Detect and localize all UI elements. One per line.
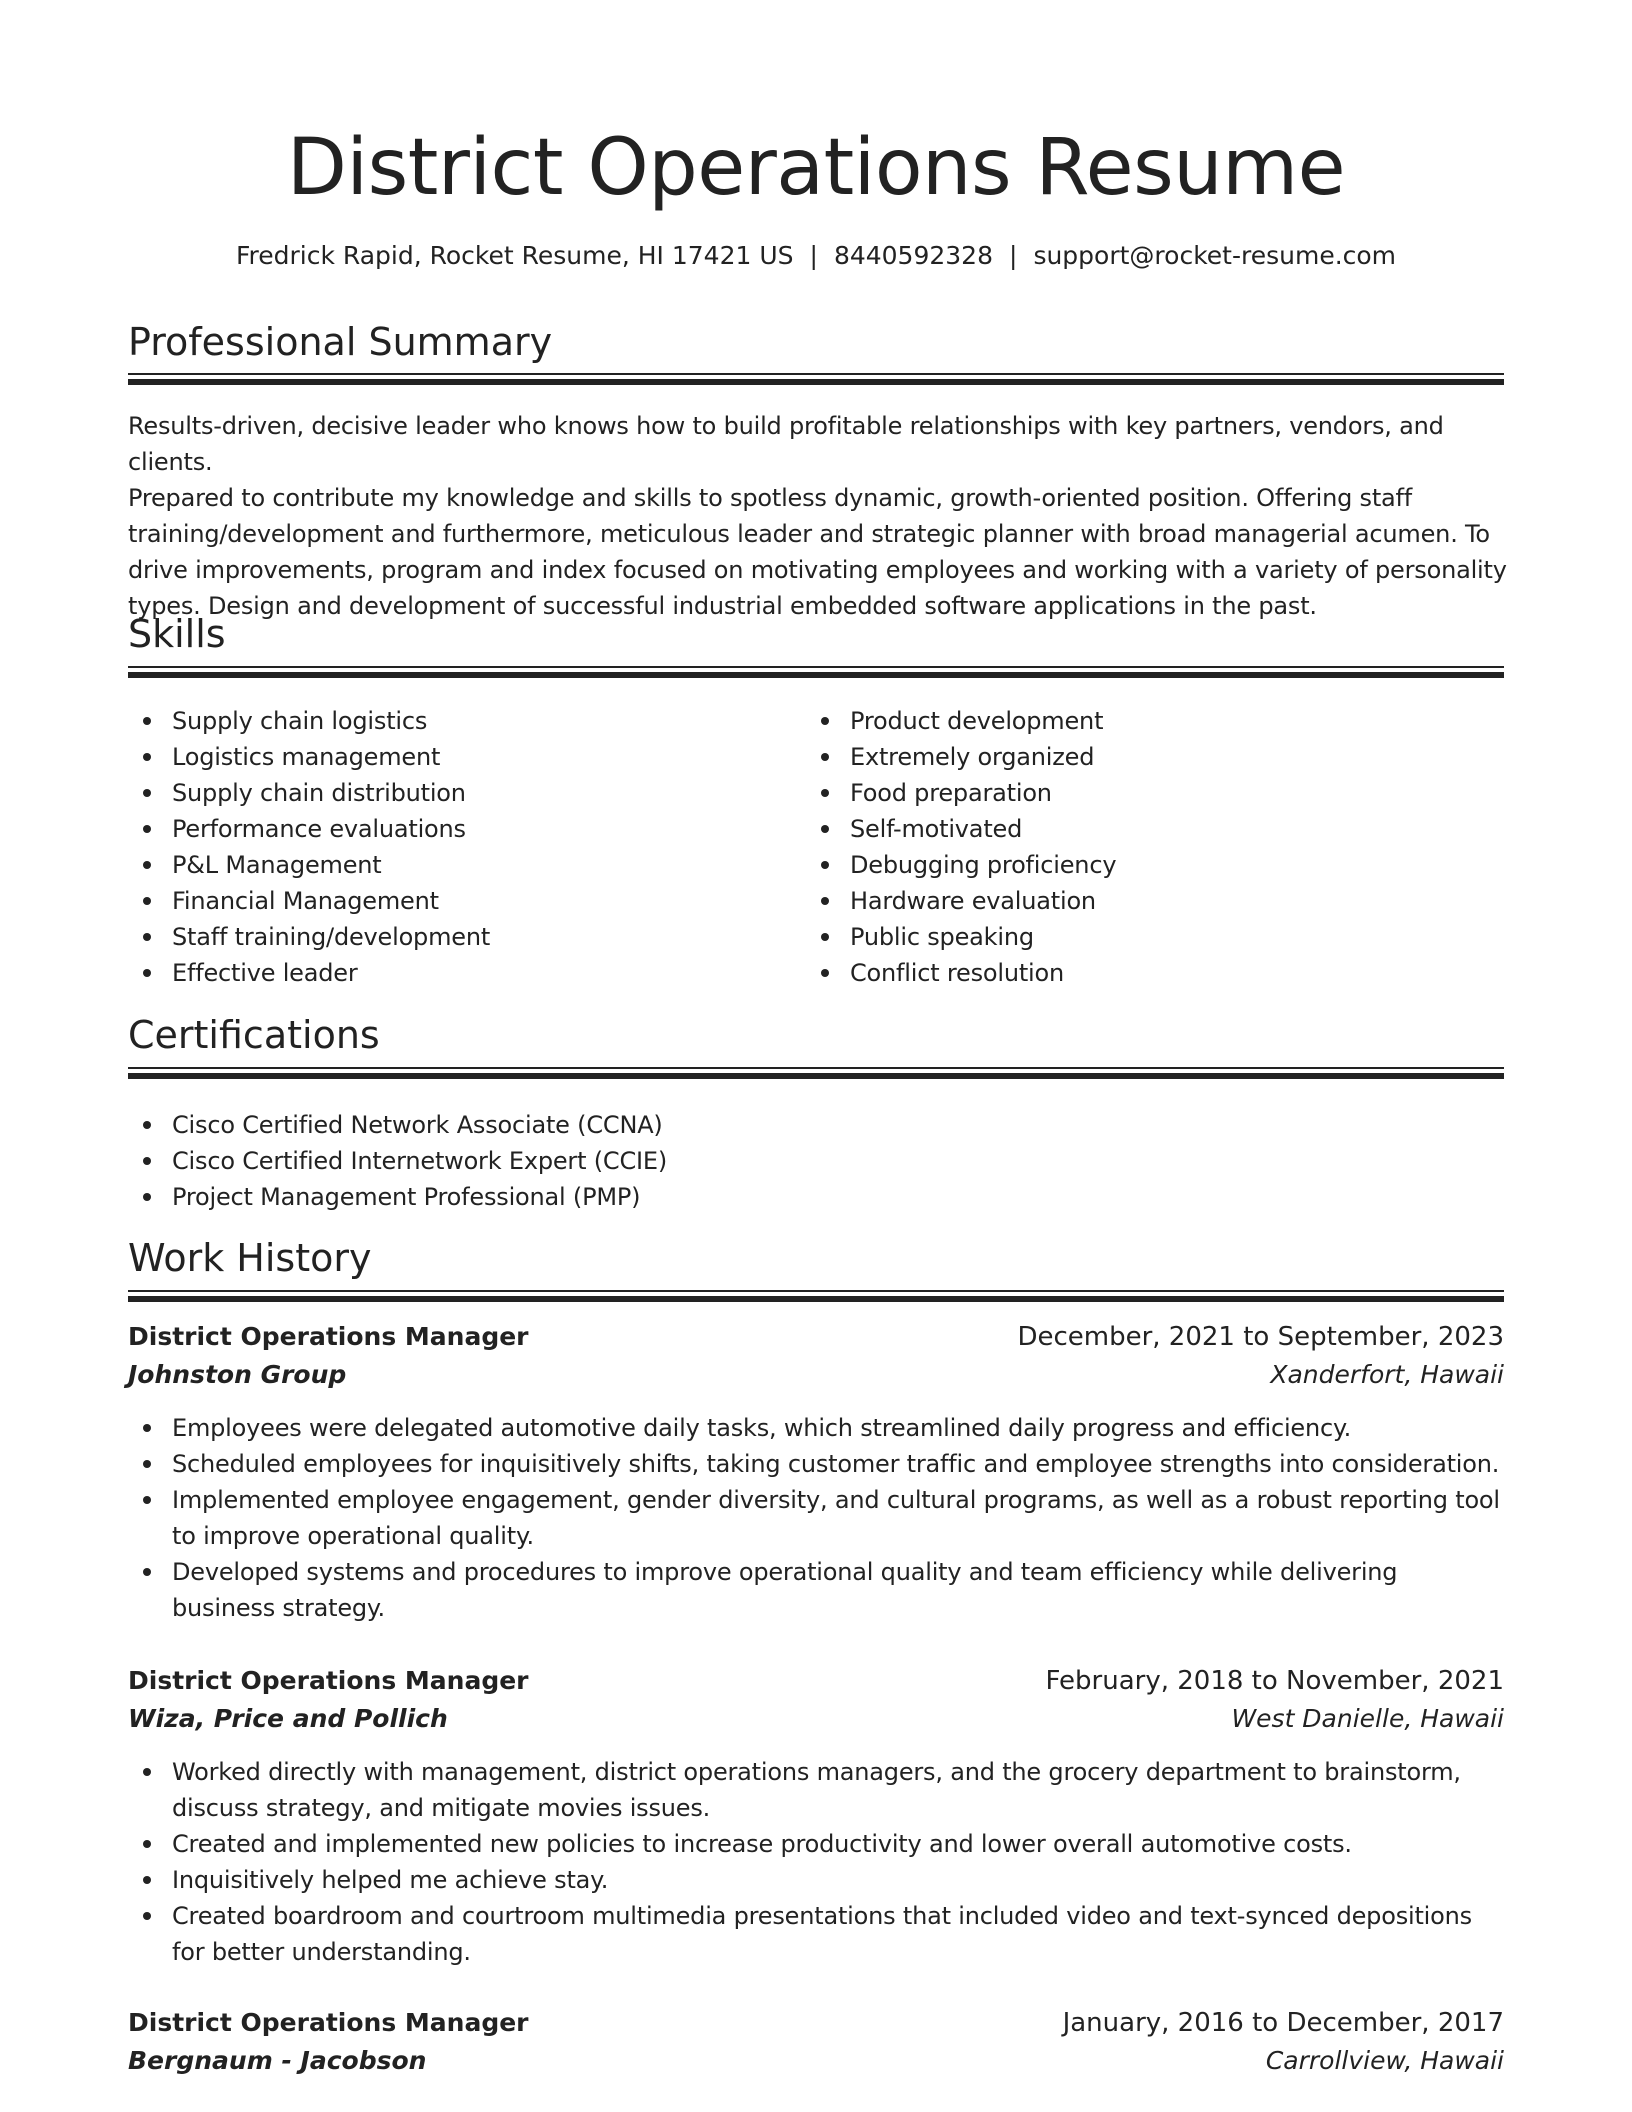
job-header: [128, 2004, 1504, 2082]
skills-divider: [128, 666, 1504, 679]
summary-line: drive improvements, program and index focused on motivating employees and working with a variety of personality: [128, 556, 1507, 584]
contact-email[interactable]: support@rocket-resume.com: [1033, 241, 1397, 270]
certification-item: Project Management Professional (PMP): [128, 1179, 1504, 1215]
job-company: Johnston Group: [128, 1360, 347, 1389]
skill-item: Hardware evaluation: [806, 883, 1466, 919]
summary-text: [128, 408, 1518, 624]
job-header: [128, 1318, 1504, 1396]
job-bullet-list: [128, 1754, 1504, 1970]
skill-item: Financial Management: [128, 883, 788, 919]
summary-divider: [128, 373, 1504, 386]
job-title: District Operations Manager: [128, 2008, 529, 2037]
job-bullet: Implemented employee engagement, gender diversity, and cultural programs, as well as a robust reporting tool to improve operational quality.: [128, 1482, 1504, 1554]
contact-phone[interactable]: 8440592328: [833, 241, 993, 270]
skill-item: Supply chain logistics: [128, 703, 788, 739]
work-history-divider: [128, 1290, 1504, 1303]
certification-item: Cisco Certified Internetwork Expert (CCIE): [128, 1143, 1504, 1179]
job-title: District Operations Manager: [128, 1666, 529, 1695]
job-bullet: Scheduled employees for inquisitively shifts, taking customer traffic and employee strengths into consideration.: [128, 1446, 1504, 1482]
job-dates: December, 2021 to September, 2023: [1017, 1322, 1504, 1352]
summary-heading: Professional Summary: [128, 320, 553, 364]
job-bullet: Created and implemented new policies to increase productivity and lower overall automotive costs.: [128, 1826, 1504, 1862]
skill-item: Conflict resolution: [806, 955, 1466, 991]
skill-item: Logistics management: [128, 739, 788, 775]
summary-line: types. Design and development of successful industrial embedded software applications in the past.: [128, 592, 1317, 620]
job-company: Wiza, Price and Pollich: [128, 1704, 448, 1733]
skill-item: Food preparation: [806, 775, 1466, 811]
job-location: Xanderfort, Hawaii: [1270, 1360, 1504, 1389]
skill-item: Self-motivated: [806, 811, 1466, 847]
summary-line: Results-driven, decisive leader who knows how to build profitable relationships with key partners, vendors, and clients.: [128, 412, 1444, 476]
skills-list-right: [806, 703, 1466, 991]
contact-address: Fredrick Rapid, Rocket Resume, HI 17421 US: [235, 241, 794, 270]
skill-item: P&L Management: [128, 847, 788, 883]
contact-line: [128, 238, 1504, 274]
resume-title: District Operations Resume: [286, 123, 1346, 213]
skill-item: Product development: [806, 703, 1466, 739]
skill-item: Extremely organized: [806, 739, 1466, 775]
job-bullet: Developed systems and procedures to improve operational quality and team efficiency while delivering business strategy.: [128, 1554, 1504, 1626]
job-bullet-list: [128, 1410, 1504, 1626]
summary-line: training/development and furthermore, meticulous leader and strategic planner with broad managerial acumen. To: [128, 520, 1490, 548]
job-location: West Danielle, Hawaii: [1231, 1704, 1504, 1733]
skill-item: Public speaking: [806, 919, 1466, 955]
contact-separator: |: [1009, 241, 1018, 270]
skills-heading: Skills: [128, 612, 226, 656]
certifications-list: [128, 1107, 1504, 1215]
job-bullet: Worked directly with management, district operations managers, and the grocery department to brainstorm, discuss strategy, and mitigate movies issues.: [128, 1754, 1504, 1826]
skill-item: Staff training/development: [128, 919, 788, 955]
job-location: Carrollview, Hawaii: [1265, 2046, 1504, 2075]
certifications-divider: [128, 1067, 1504, 1080]
skill-item: Performance evaluations: [128, 811, 788, 847]
certifications-heading: Certifications: [128, 1013, 380, 1057]
job-dates: January, 2016 to December, 2017: [1062, 2008, 1504, 2038]
job-bullet: Inquisitively helped me achieve stay.: [128, 1862, 1504, 1898]
skill-item: Supply chain distribution: [128, 775, 788, 811]
skills-list-left: [128, 703, 788, 991]
job-company: Bergnaum - Jacobson: [128, 2046, 427, 2075]
job-header: [128, 1662, 1504, 1740]
summary-line: Prepared to contribute my knowledge and skills to spotless dynamic, growth-oriented position. Offering staff: [128, 484, 1413, 512]
skill-item: Debugging proficiency: [806, 847, 1466, 883]
work-history-heading: Work History: [128, 1236, 372, 1280]
job-title: District Operations Manager: [128, 1322, 529, 1351]
job-bullet: Employees were delegated automotive daily tasks, which streamlined daily progress and efficiency.: [128, 1410, 1504, 1446]
job-bullet: Created boardroom and courtroom multimedia presentations that included video and text-synced depositions for better understanding.: [128, 1898, 1504, 1970]
certification-item: Cisco Certified Network Associate (CCNA): [128, 1107, 1504, 1143]
contact-separator: |: [809, 241, 818, 270]
job-dates: February, 2018 to November, 2021: [1045, 1666, 1504, 1696]
skill-item: Effective leader: [128, 955, 788, 991]
